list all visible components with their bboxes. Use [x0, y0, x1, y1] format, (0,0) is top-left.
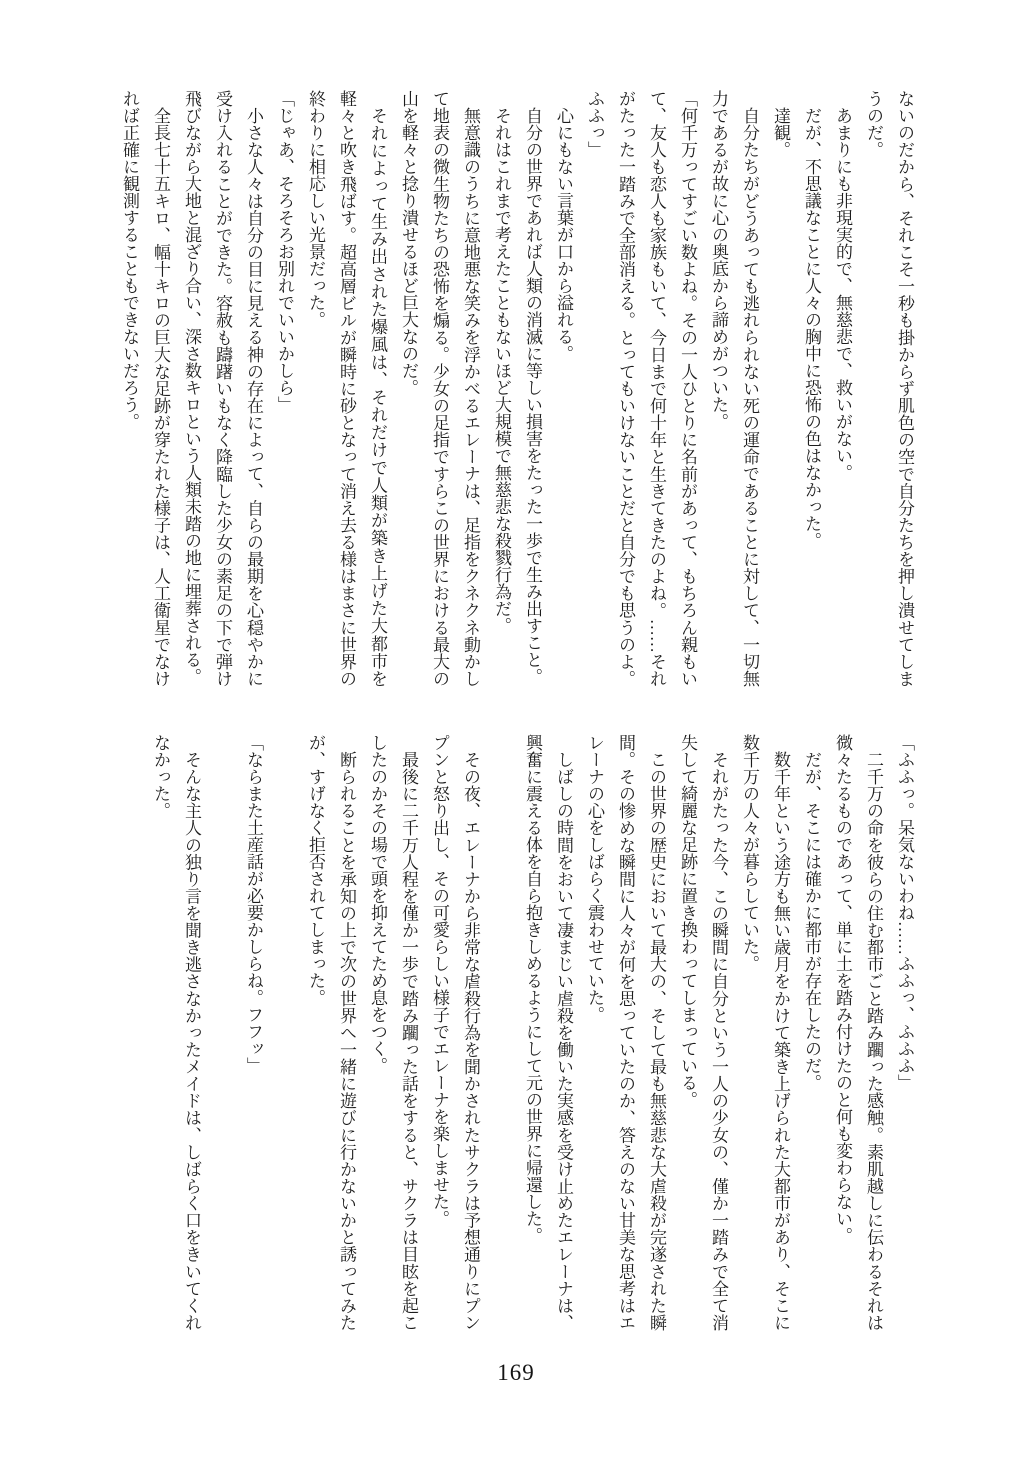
- paragraph: 小さな人々は自分の目に見える神の存在によって、自らの最期を心穏やかに受け入れることができた。容赦も躊躇いもなく降臨した少女の素足の下で弾け飛びながら大地と混ざり合い、深さ数キロという人類未踏の地に埋葬される。: [182, 90, 263, 688]
- paragraph: 二千万の命を彼らの住む都市ごと踏み躙った感触。素肌越しに伝わるそれは微々たるものであって、単に土を踏み付けたのと何も変わらない。: [833, 734, 883, 1331]
- top-text-block: [114, 90, 920, 687]
- bottom-text-block: [145, 734, 920, 1331]
- paragraph: この世界の歴史において最大の、そして最も無慈悲な大虐殺が完遂された瞬間。その惨めな瞬間に人々が何を思っていたのか、答えのない甘美な思考はエレーナの心をしばらく震わせていた。: [585, 734, 666, 1331]
- paragraph: 「何千万ってすごい数よね。その一人ひとりに名前があって、もちろん親もいて、友人も恋人も家族もいて、今日まで何十年と生きてきたのよね。……それがたった一踏みで全部消える。とってもいけないことだと自分でも思うのよ。ふふっ」: [585, 90, 697, 688]
- paragraph: それがたった今、この瞬間に自分という一人の少女の、僅か一踏みで全て消失して綺麗な足跡に置き換わってしまっている。: [678, 734, 728, 1332]
- paragraph: 無意識のうちに意地悪な笑みを浮かべるエレーナは、足指をクネクネ動かして地表の微生物たちの恐怖を煽る。少女の足指ですらこの世界における最大の山を軽々と捻り潰せるほど巨大なのだ。: [399, 90, 480, 687]
- paragraph: 数千年という途方も無い歳月をかけて築き上げられた大都市があり、そこに数千万の人々が暮らしていた。: [740, 734, 790, 1332]
- paragraph: しばしの時間をおいて凄まじい虐殺を働いた実感を受け止めたエレーナは、興奮に震える体を自ら抱きしめるようにして元の世界に帰還した。: [523, 734, 573, 1332]
- paragraph: そんな主人の独り言を聞き逃さなかったメイドは、しばらく口をきいてくれなかった。: [151, 734, 201, 1331]
- paragraph: それによって生み出された爆風は、それだけで人類が築き上げた大都市を軽々と吹き飛ばす。超高層ビルが瞬時に砂となって消え去る様はまさに世界の終わりに相応しい光景だった。: [306, 90, 387, 688]
- paragraph: 全長七十五キロ、幅十キロの巨大な足跡が穿たれた様子は、人工衛星でなければ正確に観測することもできないだろう。: [120, 90, 170, 687]
- page-number: 169: [497, 1360, 535, 1385]
- paragraph: 「ならまた土産話が必要かしらね。フフッ」: [244, 734, 263, 1074]
- paragraph: 自分の世界であれば人類の消滅に等しい損害をたった一歩で生み出すこと。: [523, 107, 542, 685]
- paragraph: だが、そこには確かに都市が存在したのだ。: [802, 751, 821, 1091]
- paragraph: 自分たちがどうあっても逃れられない死の運命であることに対して、一切無力であるが故に心の奥底から諦めがついた。: [709, 90, 759, 688]
- blank-line: [486, 734, 517, 1331]
- paragraph: それはこれまで考えたこともないほど大規模で無慈悲な殺戮行為だ。: [492, 107, 511, 634]
- paragraph: 断られることを承知の上で次の世界へ一緒に遊びに行かないかと誘ってみたが、すげなく拒否されてしまった。: [306, 734, 356, 1331]
- blank-line: [207, 734, 238, 1331]
- paragraph: だが、不思議なことに人々の胸中に恐怖の色はなかった。: [802, 107, 821, 549]
- paragraph: その夜、エレーナから非常な虐殺行為を聞かされたサクラは予想通りにプンプンと怒り出し、その可愛らしい様子でエレーナを楽しませた。: [430, 734, 480, 1331]
- paragraph: 心にもない言葉が口から溢れる。: [554, 107, 573, 362]
- paragraph: 「ふふっ。呆気ないわね……ふふっ、ふふふ」: [895, 734, 914, 1091]
- paragraph: 「じゃあ、そろそろお別れでいいかしら」: [275, 90, 294, 413]
- blank-line: [269, 734, 300, 1331]
- paragraph: 最後に二千万人程を僅か一歩で踏み躙った話をすると、サクラは目眩を起こしたのかその場で頭を抑えてため息をつく。: [368, 734, 418, 1332]
- paragraph: ないのだから、それこそ一秒も掛からず肌色の空で自分たちを押し潰せてしまうのだ。: [864, 90, 914, 688]
- paragraph: あまりにも非現実的で、無慈悲で、救いがない。: [833, 107, 852, 481]
- paragraph: 達観。: [771, 107, 790, 158]
